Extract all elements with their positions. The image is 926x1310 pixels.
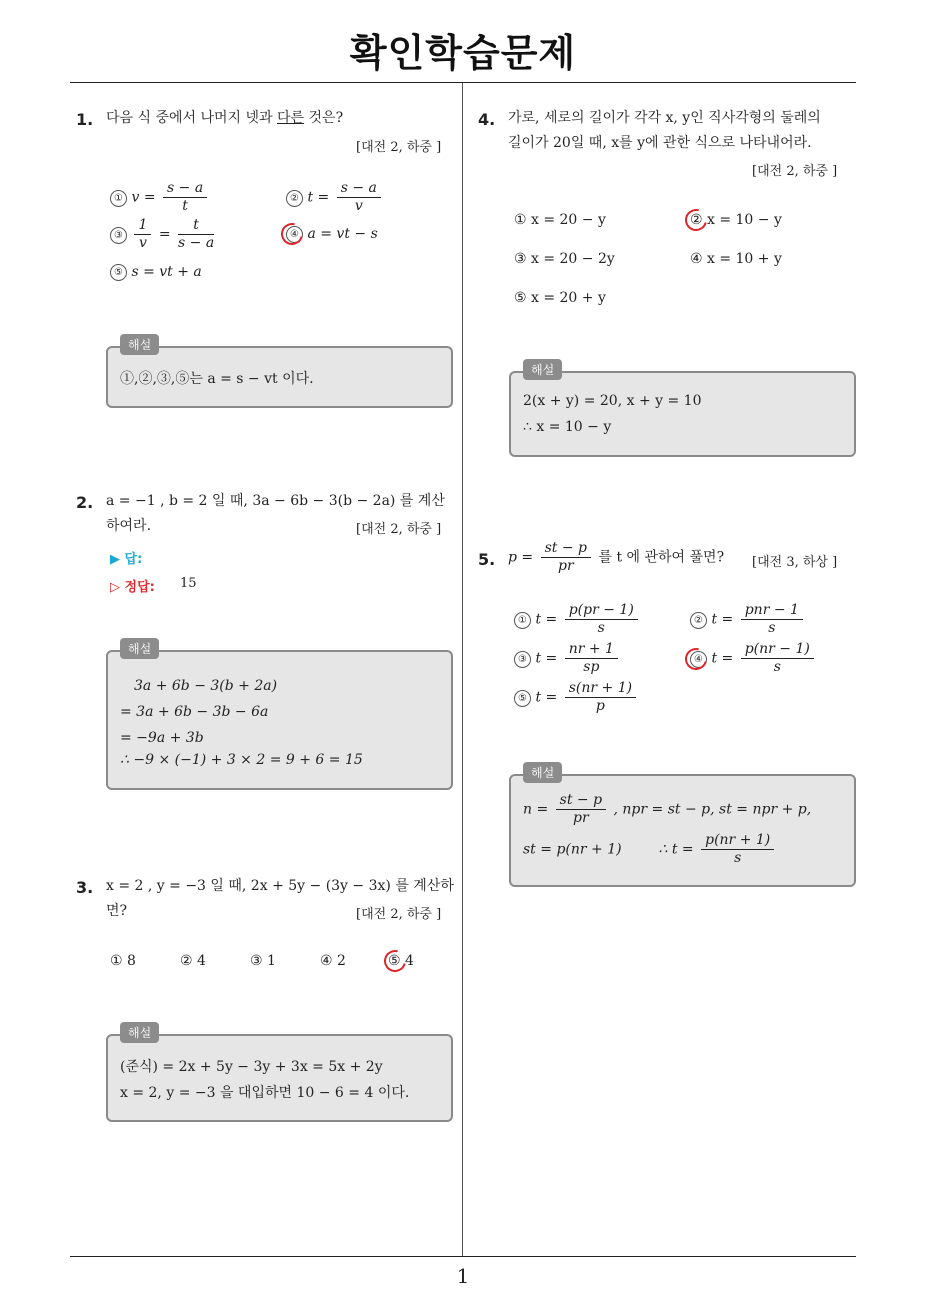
q1-option-1-lhs: v = [131,189,156,206]
q1-tag: [대전 2, 하중 ] [356,140,442,155]
q3-option-1[interactable]: ① 8 [110,953,136,969]
q4-solution-line-2: ∴ x = 10 − y [523,419,612,435]
q5-option-4-lhs: t = [711,650,734,667]
q5-option-3[interactable] [514,641,621,676]
q1-solution-box [106,338,453,408]
q5-frac [541,540,591,575]
top-rule [70,82,856,83]
q1-answer-check-mark [277,219,307,249]
q5-solution-l2-den: s [734,850,742,866]
q1-option-2[interactable] [286,180,384,215]
q1-text-b: 것은? [304,110,344,126]
q5-solution-l2-a: st = p(nr + 1) [523,841,622,858]
q4-option-4[interactable]: ④ x = 10 + y [690,251,782,267]
q5-option-2[interactable] [690,602,806,637]
q2-line-1: a = −1 , b = 2 일 때, 3a − 6b − 3(b − 2a) 를 계산 [106,493,445,509]
q3-solution-label: 해설 [120,1022,159,1043]
q1-option-3-frac2 [178,217,214,252]
q1-text-a: 다음 식 중에서 나머지 넷과 [106,110,278,126]
q2-solution-line-1: 3a + 6b − 3(b + 2a) [134,678,278,694]
q5-option-5-den: p [595,698,605,714]
q4-option-3[interactable]: ③ x = 20 − 2y [514,251,615,267]
q5-solution-l1-den: pr [573,810,589,826]
q1-text-underlined: 다른 [277,110,305,126]
q5-solution-label: 해설 [523,762,562,783]
page-title: 확인학습문제 [349,31,577,75]
q5-option-4-den: s [773,659,781,675]
q5-option-3-top: nr + 1 [565,641,618,659]
q2-solution-line-3: = −9a + 3b [120,730,204,746]
q5-solution-l2-num: p(nr + 1) [701,832,774,850]
q4-solution-line-1: 2(x + y) = 20, x + y = 10 [523,393,702,409]
page-number: 1 [456,1264,470,1288]
column-divider [462,83,463,1256]
q5-solution-line-1 [523,792,811,827]
q5-solution-l1-frac [556,792,606,827]
q4-number: 4. [478,110,496,129]
q2-tag: [대전 2, 하중 ] [356,522,442,537]
q3-solution-box [106,1026,453,1122]
q1-solution-label: 해설 [120,334,159,355]
q1-option-2-lhs: t = [307,189,330,206]
q4-answer-check-mark [681,205,711,235]
q5-option-2-num: ② [690,612,707,629]
q5-option-3-frac [565,641,618,676]
q5-option-1[interactable] [514,602,641,637]
q5-lhs: p = [508,549,534,566]
q1-option-1-den: t [182,198,188,214]
q5-option-5-lhs: t = [535,689,558,706]
q4-option-2[interactable]: ② x = 10 − y [690,212,782,228]
q1-option-3-f2-top: t [178,217,214,235]
q4-solution-label: 해설 [523,359,562,380]
q4-option-1[interactable]: ① x = 20 − y [514,212,606,228]
q2-number: 2. [76,493,94,512]
q5-option-2-den: s [768,620,776,636]
q1-option-2-num-top: s − a [337,180,381,198]
q3-number: 3. [76,878,94,897]
bottom-rule [70,1256,856,1257]
q2-correct-label: ▷ 정답: [110,580,155,595]
q5-solution-line-2 [523,832,777,867]
q2-line-2: 하여라. [106,518,152,534]
q5-solution-l1-lhs: n = [523,801,549,818]
q5-option-4-top: p(nr − 1) [741,641,814,659]
q1-option-1-num: ① [110,190,127,207]
q5-tag: [대전 3, 하상 ] [752,555,838,570]
q2-answer-label: ▶ 답: [110,552,143,567]
q5-option-1-top: p(pr − 1) [565,602,638,620]
q1-option-3-f2-den: s − a [178,235,215,251]
q1-option-3-f1-top: 1 [134,217,151,235]
q1-option-5-num: ⑤ [110,264,127,281]
q1-text [106,106,343,131]
q3-solution-line-2: x = 2, y = −3 을 대입하면 10 − 6 = 4 이다. [120,1085,410,1101]
q1-option-3-eq: = [158,226,171,243]
q3-option-2[interactable]: ② 4 [180,953,206,969]
q5-option-5-num: ⑤ [514,690,531,707]
q5-option-5-frac [565,680,636,715]
q1-option-2-num: ② [286,190,303,207]
q5-option-2-lhs: t = [711,611,734,628]
q5-option-4[interactable] [690,641,817,676]
q1-option-2-den: v [354,198,363,214]
q1-option-3-num: ③ [110,227,127,244]
q3-line-1: x = 2 , y = −3 일 때, 2x + 5y − (3y − 3x) 를 계산하 [106,878,454,894]
q5-option-1-num: ① [514,612,531,629]
q5-option-2-top: pnr − 1 [741,602,803,620]
q1-solution-line-1: ①,②,③,⑤는 a = s − vt 이다. [120,371,314,387]
q5-option-2-frac [741,602,803,637]
q2-solution-line-4: ∴ −9 × (−1) + 3 × 2 = 9 + 6 = 15 [120,752,363,768]
q5-solution-l1-rest: , npr = st − p, st = npr + p, [613,801,812,818]
q5-frac-num: st − p [541,540,591,558]
q4-tag: [대전 2, 하중 ] [752,164,838,179]
q5-option-4-num: ④ [690,651,707,668]
q5-option-5[interactable] [514,680,639,715]
q3-option-5[interactable]: ⑤ 4 [388,953,414,969]
q3-tag: [대전 2, 하중 ] [356,907,442,922]
q5-option-1-lhs: t = [535,611,558,628]
q5-number: 5. [478,550,496,569]
q1-option-1-num-top: s − a [163,180,207,198]
q1-option-3-frac1 [134,217,151,252]
q5-solution-box [509,766,856,887]
q1-option-3-f1-den: v [138,235,147,251]
q1-option-2-frac [337,180,381,215]
q5-text [508,540,724,575]
q2-solution-line-2: = 3a + 6b − 3b − 6a [120,704,269,720]
q5-option-3-lhs: t = [535,650,558,667]
q5-option-1-den: s [597,620,605,636]
q1-option-3[interactable] [110,217,217,252]
q1-option-4-num: ④ [286,226,303,243]
q5-option-3-num: ③ [514,651,531,668]
q5-option-1-frac [565,602,638,637]
q5-solution-l2-b: ∴ t = [658,841,694,858]
q2-solution-box [106,642,453,790]
q5-frac-den: pr [557,558,574,574]
q1-option-1[interactable] [110,180,210,215]
q1-option-5-text: s = vt + a [131,264,202,280]
q1-number: 1. [76,110,94,129]
q2-solution-label: 해설 [120,638,159,659]
q5-option-4-frac [741,641,814,676]
q5-option-5-top: s(nr + 1) [565,680,636,698]
q5-solution-l2-frac [701,832,774,867]
q4-line-1: 가로, 세로의 길이가 각각 x, y인 직사각형의 둘레의 [508,110,821,126]
q5-solution-l1-num: st − p [556,792,606,810]
q3-line-2: 면? [106,903,128,919]
q1-option-1-frac [163,180,207,215]
q3-answer-check-mark [380,946,410,976]
q4-solution-box [509,363,856,457]
q4-line-2: 길이가 20일 때, x를 y에 관한 식으로 나타내어라. [508,135,812,151]
q3-solution-line-1: (준식) = 2x + 5y − 3y + 3x = 5x + 2y [120,1059,383,1075]
q1-option-4-text: a = vt − s [307,226,378,242]
q5-rest: 를 t 에 관하여 풀면? [598,549,725,566]
q2-correct-value: 15 [180,576,197,591]
q3-option-3[interactable]: ③ 1 [250,953,276,969]
q4-option-5[interactable]: ⑤ x = 20 + y [514,290,606,306]
q5-option-3-den: sp [583,659,600,675]
q1-option-5[interactable] [110,264,202,281]
q3-option-4[interactable]: ④ 2 [320,953,346,969]
